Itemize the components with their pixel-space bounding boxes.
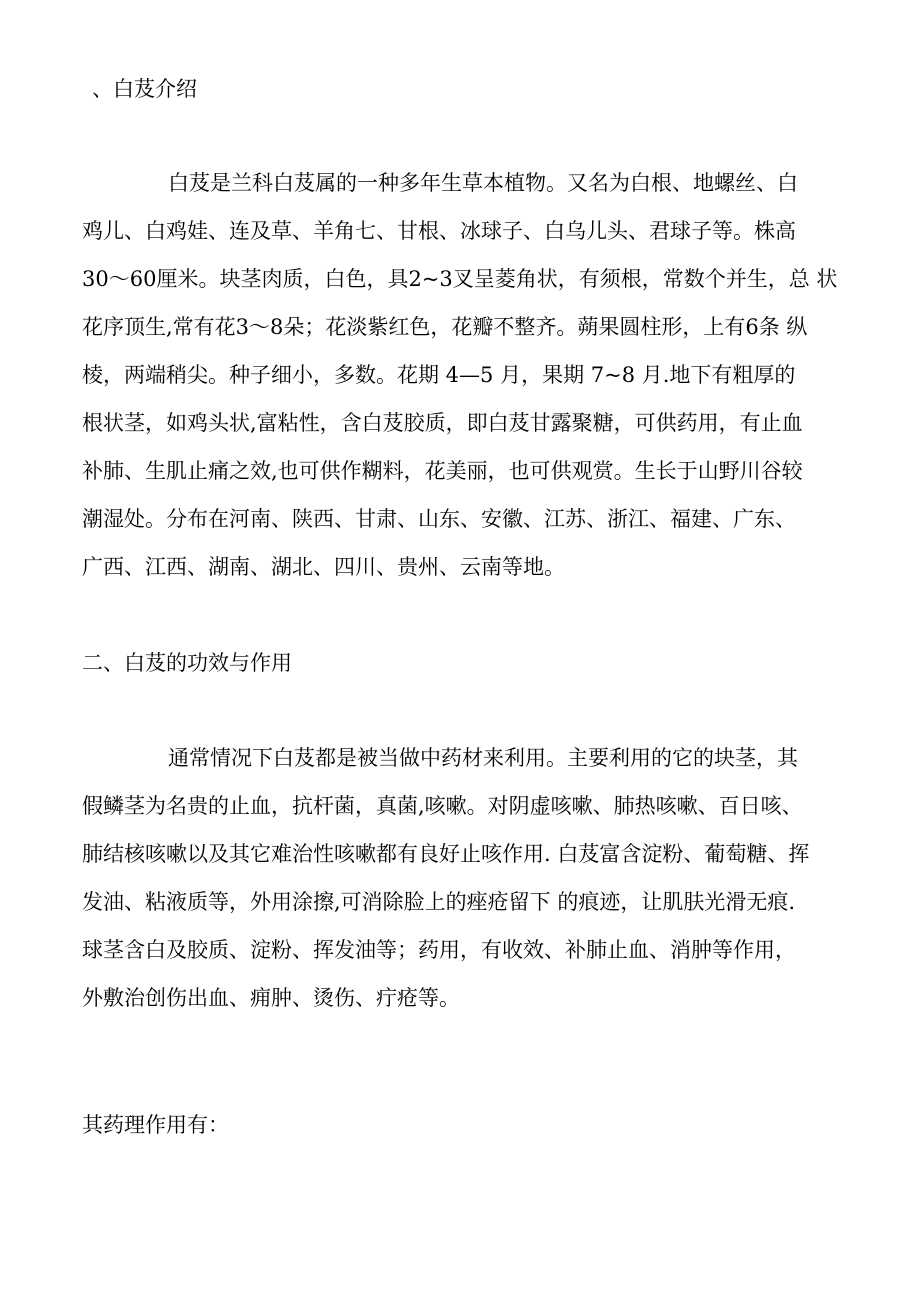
paragraph-line: 外敷治创伤出血、痈肿、烫伤、疔疮等。 (82, 986, 460, 1010)
paragraph-line: 肺结核咳嗽以及其它难治性咳嗽都有良好止咳作用. 白芨富含淀粉、葡萄糖、挥 (82, 842, 810, 866)
paragraph-line: 广西、江西、湖南、湖北、四川、贵州、云南等地。 (82, 555, 565, 579)
paragraph-line: 花序顶生,常有花3〜8朵；花淡紫红色，花瓣不整齐。蒴果圆柱形，上有6条 纵 (82, 315, 808, 339)
paragraph-line: 通常情况下白芨都是被当做中药材来利用。主要利用的它的块茎，其 (168, 746, 798, 770)
paragraph-line: 补肺、生肌止痛之效,也可供作糊料，花美丽，也可供观赏。生长于山野川谷较 (82, 459, 803, 483)
effects-paragraph (82, 734, 809, 1022)
paragraph-line: 潮湿处。分布在河南、陕西、甘肃、山东、安徽、江苏、浙江、福建、广东、 (82, 507, 796, 531)
paragraph-line: 鸡儿、白鸡娃、连及草、羊角七、甘根、冰球子、白乌儿头、君球子等。株高 (82, 219, 796, 243)
paragraph-line: 根状茎，如鸡头状,富粘性，含白芨胶质，即白芨甘露聚糖，可供药用，有止血 (82, 411, 803, 435)
paragraph-line: 假鳞茎为名贵的止血，抗杆菌，真菌,咳嗽。对阴虚咳嗽、肺热咳嗽、百日咳、 (82, 794, 803, 818)
paragraph-line: 发油、粘液质等，外用涂擦,可消除脸上的痤疮留下 的痕迹，让肌肤光滑无痕. (82, 890, 796, 914)
section-heading-introduction: 、白芨介绍 (92, 77, 197, 101)
paragraph-line: 球茎含白及胶质、淀粉、挥发油等；药用，有收效、补肺止血、消肿等作用， (82, 938, 796, 962)
paragraph-line: 白芨是兰科白芨属的一种多年生草本植物。又名为白根、地螺丝、白 (168, 171, 798, 195)
paragraph-line: 30〜60厘米。块茎肉质，白色，具2~3叉呈菱角状，有须根，常数个并生，总 状 (82, 267, 838, 291)
section-heading-pharmacology: 其药理作用有： (82, 1113, 229, 1137)
section-heading-effects: 二、白芨的功效与作用 (82, 651, 292, 675)
introduction-paragraph (82, 159, 837, 591)
paragraph-line: 棱，两端稍尖。种子细小，多数。花期 4—5 月，果期 7~8 月.地下有粗厚的 (82, 363, 796, 387)
